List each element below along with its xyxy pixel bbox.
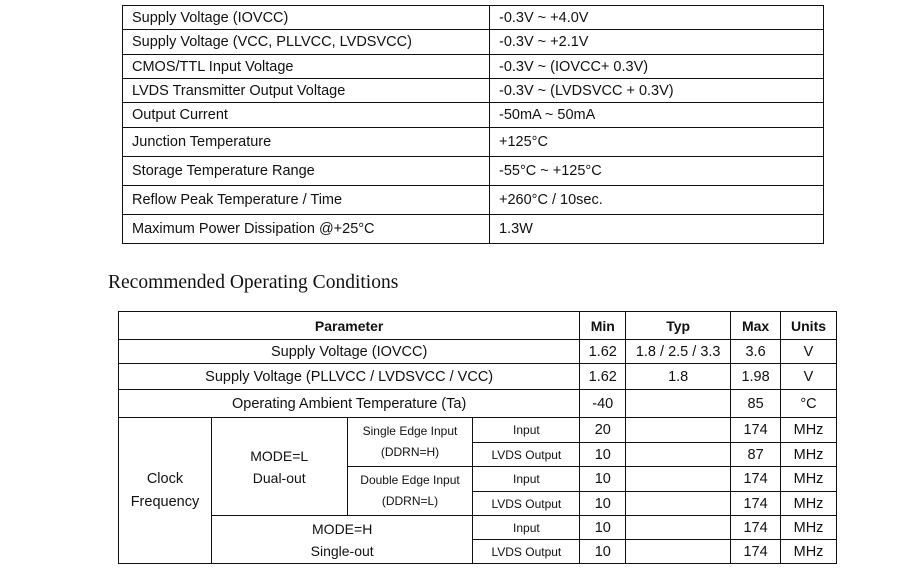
double-edge-line1: Double Edge Input <box>360 473 460 487</box>
clock-frequency-label <box>119 418 212 564</box>
param-cell: Supply Voltage (PLLVCC / LVDSVCC / VCC) <box>119 364 580 390</box>
mode-h-cell <box>211 516 473 564</box>
header-max: Max <box>731 312 781 340</box>
units-cell: MHz <box>781 467 837 492</box>
signal-type-cell: Input <box>473 516 580 540</box>
value-cell: 1.3W <box>490 215 824 244</box>
param-cell: Supply Voltage (IOVCC) <box>123 6 490 30</box>
param-cell: Maximum Power Dissipation @+25°C <box>123 215 490 244</box>
units-cell: MHz <box>781 418 837 443</box>
min-cell: 10 <box>580 492 626 516</box>
typ-cell <box>626 443 731 467</box>
recommended-conditions-table <box>118 311 837 564</box>
double-edge-input-cell <box>347 467 473 516</box>
max-cell: 174 <box>731 467 781 492</box>
header-units: Units <box>781 312 837 340</box>
mode-l-line1: MODE=L <box>250 447 309 464</box>
table-row <box>119 418 837 443</box>
min-cell: 20 <box>580 418 626 443</box>
param-cell: Junction Temperature <box>123 128 490 157</box>
typ-cell <box>626 390 731 418</box>
mode-h-line1: MODE=H <box>312 520 373 537</box>
units-cell: MHz <box>781 443 837 467</box>
min-cell: 10 <box>580 516 626 540</box>
value-cell: +125°C <box>490 128 824 157</box>
single-edge-input-cell <box>347 418 473 467</box>
typ-cell: 1.8 <box>626 364 731 390</box>
header-typ: Typ <box>626 312 731 340</box>
min-cell: 10 <box>580 467 626 492</box>
mode-l-line2: Dual-out <box>252 469 306 486</box>
max-cell: 174 <box>731 418 781 443</box>
min-cell: -40 <box>580 390 626 418</box>
typ-cell <box>626 418 731 443</box>
typ-cell <box>626 540 731 564</box>
max-cell: 174 <box>731 492 781 516</box>
mode-l-cell <box>211 418 347 516</box>
table-row <box>119 340 837 364</box>
value-cell: -0.3V ~ +2.1V <box>490 30 824 55</box>
units-cell: °C <box>781 390 837 418</box>
param-cell: Supply Voltage (VCC, PLLVCC, LVDSVCC) <box>123 30 490 55</box>
units-cell: MHz <box>781 540 837 564</box>
table-row <box>123 6 824 30</box>
typ-cell <box>626 492 731 516</box>
clock-label-line1: Clock <box>146 470 184 487</box>
clock-label-line2: Frequency <box>130 493 200 510</box>
max-cell: 174 <box>731 516 781 540</box>
single-edge-line1: Single Edge Input <box>362 424 458 438</box>
min-cell: 10 <box>580 540 626 564</box>
param-cell: Supply Voltage (IOVCC) <box>119 340 580 364</box>
units-cell: V <box>781 340 837 364</box>
min-cell: 10 <box>580 443 626 467</box>
signal-type-cell: LVDS Output <box>473 492 580 516</box>
table-row <box>123 79 824 103</box>
table-row <box>123 128 824 157</box>
table-row <box>123 55 824 79</box>
table-row <box>123 103 824 128</box>
value-cell: -0.3V ~ (IOVCC+ 0.3V) <box>490 55 824 79</box>
table-row <box>119 516 837 540</box>
units-cell: MHz <box>781 492 837 516</box>
table-row <box>119 390 837 418</box>
value-cell: -0.3V ~ (LVDSVCC + 0.3V) <box>490 79 824 103</box>
param-cell: CMOS/TTL Input Voltage <box>123 55 490 79</box>
max-cell: 85 <box>731 390 781 418</box>
min-cell: 1.62 <box>580 340 626 364</box>
max-cell: 1.98 <box>731 364 781 390</box>
header-min: Min <box>580 312 626 340</box>
typ-cell: 1.8 / 2.5 / 3.3 <box>626 340 731 364</box>
table-row <box>123 186 824 215</box>
max-cell: 3.6 <box>731 340 781 364</box>
param-cell: Operating Ambient Temperature (Ta) <box>119 390 580 418</box>
max-cell: 87 <box>731 443 781 467</box>
param-cell: Reflow Peak Temperature / Time <box>123 186 490 215</box>
single-edge-line2: (DDRN=H) <box>380 445 440 459</box>
signal-type-cell: Input <box>473 467 580 492</box>
typ-cell <box>626 516 731 540</box>
param-cell: LVDS Transmitter Output Voltage <box>123 79 490 103</box>
signal-type-cell: Input <box>473 418 580 443</box>
header-parameter: Parameter <box>119 312 580 340</box>
mode-h-line2: Single-out <box>310 542 374 559</box>
table-row <box>123 215 824 244</box>
table-row <box>123 30 824 55</box>
typ-cell <box>626 467 731 492</box>
value-cell: -55°C ~ +125°C <box>490 157 824 186</box>
section-title: Recommended Operating Conditions <box>108 272 399 293</box>
header-row <box>119 312 837 340</box>
double-edge-line2: (DDRN=L) <box>381 494 439 508</box>
param-cell: Output Current <box>123 103 490 128</box>
signal-type-cell: LVDS Output <box>473 540 580 564</box>
min-cell: 1.62 <box>580 364 626 390</box>
max-cell: 174 <box>731 540 781 564</box>
value-cell: +260°C / 10sec. <box>490 186 824 215</box>
units-cell: MHz <box>781 516 837 540</box>
table-row <box>123 157 824 186</box>
value-cell: -50mA ~ 50mA <box>490 103 824 128</box>
signal-type-cell: LVDS Output <box>473 443 580 467</box>
absolute-max-ratings-table <box>122 5 824 244</box>
units-cell: V <box>781 364 837 390</box>
table-row <box>119 364 837 390</box>
param-cell: Storage Temperature Range <box>123 157 490 186</box>
value-cell: -0.3V ~ +4.0V <box>490 6 824 30</box>
